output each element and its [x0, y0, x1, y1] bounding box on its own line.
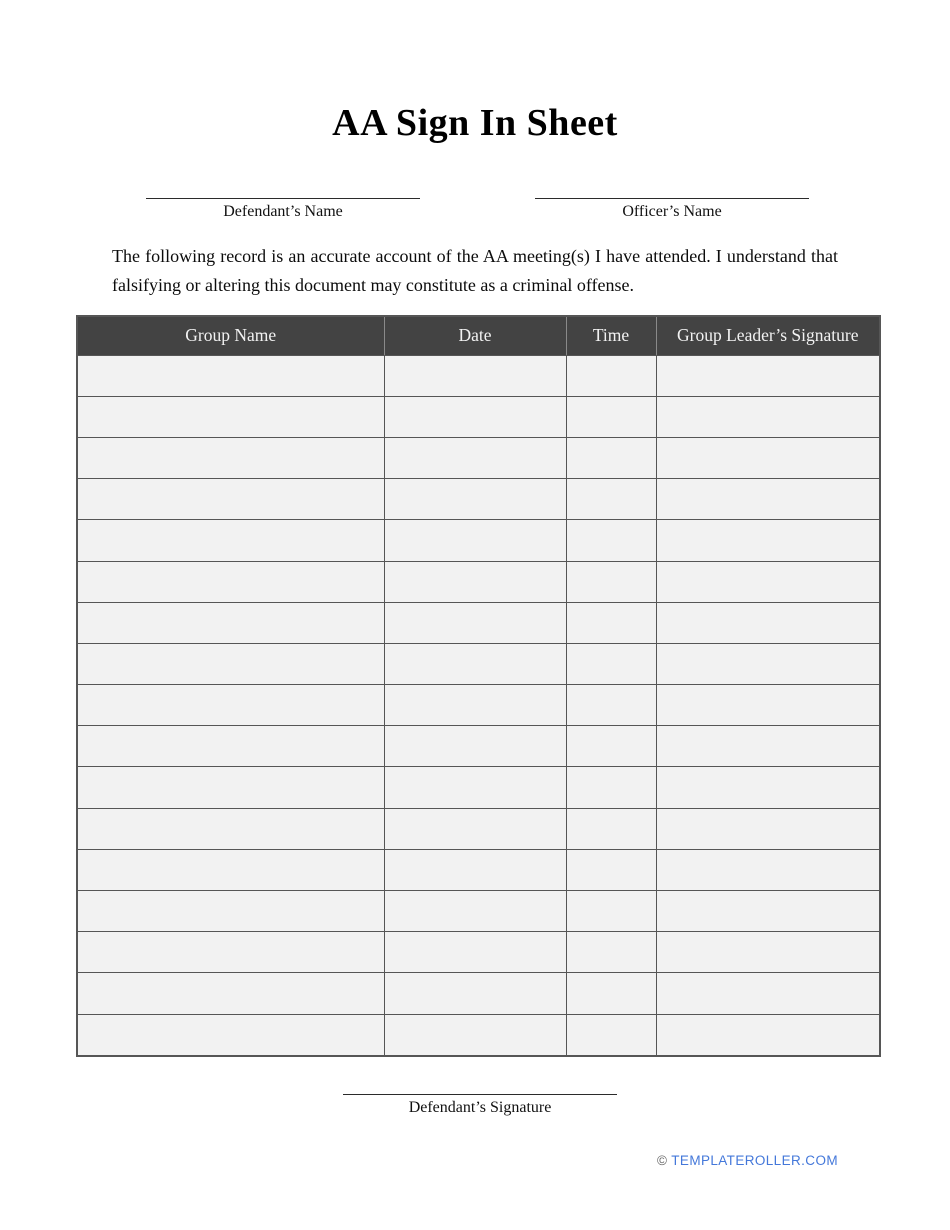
column-header-leader-signature: Group Leader’s Signature — [656, 316, 880, 356]
table-cell-date[interactable] — [384, 355, 566, 396]
table-row — [77, 973, 880, 1014]
table-cell-group-name[interactable] — [77, 932, 384, 973]
table-cell-date[interactable] — [384, 973, 566, 1014]
table-cell-group-name[interactable] — [77, 767, 384, 808]
table-cell-leader-signature[interactable] — [656, 726, 880, 767]
table-cell-leader-signature[interactable] — [656, 973, 880, 1014]
table-row — [77, 932, 880, 973]
table-cell-group-name[interactable] — [77, 726, 384, 767]
defendant-signature-field[interactable] — [343, 1094, 617, 1095]
table-cell-date[interactable] — [384, 520, 566, 561]
table-row — [77, 561, 880, 602]
table-row — [77, 849, 880, 890]
table-cell-date[interactable] — [384, 849, 566, 890]
defendant-signature-field-group — [343, 1094, 617, 1117]
table-cell-leader-signature[interactable] — [656, 437, 880, 478]
table-cell-group-name[interactable] — [77, 437, 384, 478]
column-header-group-name: Group Name — [77, 316, 384, 356]
column-header-time: Time — [566, 316, 656, 356]
table-cell-leader-signature[interactable] — [656, 932, 880, 973]
table-cell-time[interactable] — [566, 437, 656, 478]
table-row — [77, 767, 880, 808]
table-cell-date[interactable] — [384, 479, 566, 520]
table-row — [77, 808, 880, 849]
table-cell-group-name[interactable] — [77, 643, 384, 684]
table-cell-date[interactable] — [384, 1014, 566, 1056]
table-cell-date[interactable] — [384, 767, 566, 808]
table-cell-date[interactable] — [384, 726, 566, 767]
table-cell-date[interactable] — [384, 685, 566, 726]
table-cell-date[interactable] — [384, 932, 566, 973]
table-row — [77, 437, 880, 478]
table-row — [77, 685, 880, 726]
table-row — [77, 520, 880, 561]
table-cell-date[interactable] — [384, 891, 566, 932]
table-cell-time[interactable] — [566, 726, 656, 767]
table-row — [77, 396, 880, 437]
signin-table-header — [77, 316, 880, 356]
table-row — [77, 602, 880, 643]
table-cell-time[interactable] — [566, 973, 656, 1014]
table-cell-leader-signature[interactable] — [656, 685, 880, 726]
table-cell-date[interactable] — [384, 437, 566, 478]
defendant-signature-label: Defendant’s Signature — [408, 1098, 552, 1116]
intro-paragraph: The following record is an accurate account of the AA meeting(s) I have attended. I understand that falsifying or altering this document may constitute as a criminal offense. — [112, 245, 838, 295]
table-cell-group-name[interactable] — [77, 520, 384, 561]
table-cell-leader-signature[interactable] — [656, 355, 880, 396]
table-cell-date[interactable] — [384, 808, 566, 849]
table-cell-date[interactable] — [384, 643, 566, 684]
table-cell-time[interactable] — [566, 891, 656, 932]
name-fields-row — [0, 198, 950, 221]
table-cell-time[interactable] — [566, 561, 656, 602]
column-header-date: Date — [384, 316, 566, 356]
table-cell-time[interactable] — [566, 479, 656, 520]
table-cell-leader-signature[interactable] — [656, 643, 880, 684]
defendant-name-field[interactable] — [146, 198, 420, 199]
table-cell-time[interactable] — [566, 808, 656, 849]
table-row — [77, 726, 880, 767]
table-row — [77, 643, 880, 684]
table-cell-leader-signature[interactable] — [656, 561, 880, 602]
table-cell-group-name[interactable] — [77, 602, 384, 643]
table-cell-time[interactable] — [566, 355, 656, 396]
table-row — [77, 479, 880, 520]
table-cell-time[interactable] — [566, 602, 656, 643]
table-cell-leader-signature[interactable] — [656, 808, 880, 849]
table-cell-leader-signature[interactable] — [656, 479, 880, 520]
table-cell-leader-signature[interactable] — [656, 396, 880, 437]
table-cell-leader-signature[interactable] — [656, 849, 880, 890]
page-title: AA Sign In Sheet — [332, 102, 618, 144]
table-cell-date[interactable] — [384, 561, 566, 602]
table-cell-date[interactable] — [384, 396, 566, 437]
copyright-symbol: © — [656, 1153, 668, 1168]
table-cell-group-name[interactable] — [77, 1014, 384, 1056]
table-cell-time[interactable] — [566, 849, 656, 890]
table-row — [77, 891, 880, 932]
table-cell-group-name[interactable] — [77, 685, 384, 726]
table-cell-group-name[interactable] — [77, 808, 384, 849]
officer-name-label: Officer’s Name — [622, 202, 722, 220]
table-cell-time[interactable] — [566, 520, 656, 561]
footer-credit — [657, 1153, 838, 1168]
defendant-name-field-group — [146, 198, 420, 221]
table-cell-group-name[interactable] — [77, 355, 384, 396]
signin-table-body — [77, 355, 880, 1056]
table-cell-group-name[interactable] — [77, 849, 384, 890]
table-cell-time[interactable] — [566, 643, 656, 684]
table-cell-leader-signature[interactable] — [656, 891, 880, 932]
table-row — [77, 1014, 880, 1056]
table-cell-leader-signature[interactable] — [656, 520, 880, 561]
officer-name-field[interactable] — [535, 198, 809, 199]
table-cell-date[interactable] — [384, 602, 566, 643]
table-cell-group-name[interactable] — [77, 396, 384, 437]
templateroller-link[interactable]: TEMPLATEROLLER.COM — [671, 1153, 838, 1168]
table-cell-group-name[interactable] — [77, 973, 384, 1014]
table-cell-leader-signature[interactable] — [656, 767, 880, 808]
table-cell-time[interactable] — [566, 1014, 656, 1056]
table-cell-leader-signature[interactable] — [656, 1014, 880, 1056]
table-cell-time[interactable] — [566, 396, 656, 437]
table-cell-time[interactable] — [566, 767, 656, 808]
table-cell-leader-signature[interactable] — [656, 602, 880, 643]
table-cell-time[interactable] — [566, 932, 656, 973]
table-cell-group-name[interactable] — [77, 561, 384, 602]
defendant-name-label: Defendant’s Name — [223, 202, 343, 220]
table-cell-group-name[interactable] — [77, 479, 384, 520]
table-row — [77, 355, 880, 396]
table-cell-time[interactable] — [566, 685, 656, 726]
table-header-row — [77, 316, 880, 356]
officer-name-field-group — [535, 198, 809, 221]
signin-table — [76, 315, 881, 1057]
table-cell-group-name[interactable] — [77, 891, 384, 932]
